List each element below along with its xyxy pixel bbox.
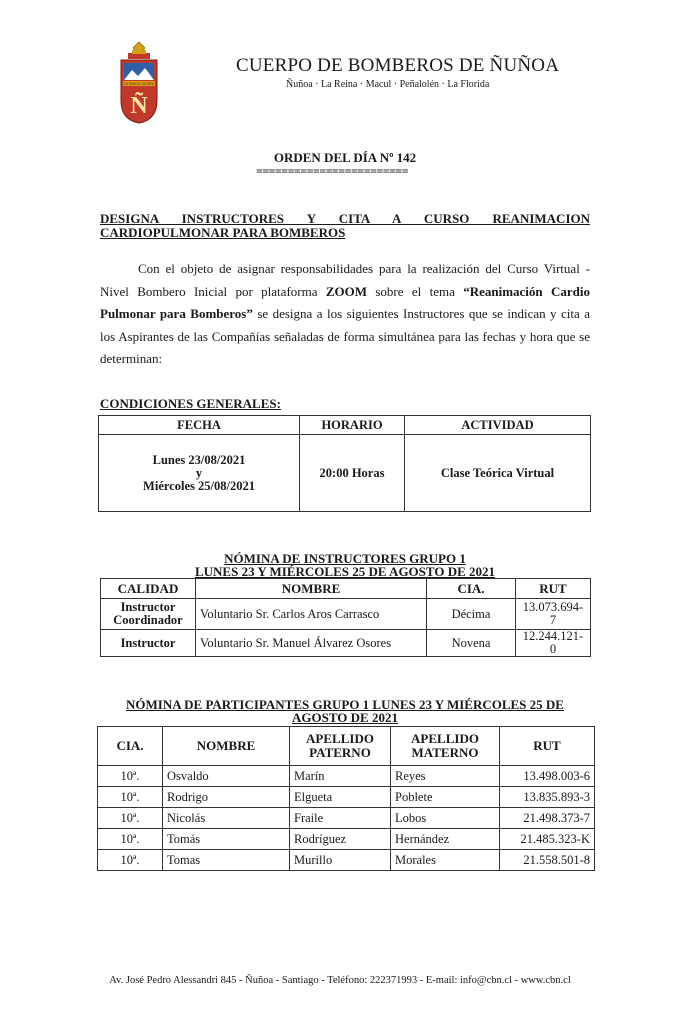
instructors-title-line2: LUNES 23 Y MIÉRCOLES 25 DE AGOSTO DE 2021	[194, 564, 496, 579]
organization-title: CUERPO DE BOMBEROS DE ÑUÑOA	[236, 55, 560, 76]
header-name: NOMBRE	[163, 727, 290, 766]
cell-quality: Instructor Coordinador	[101, 599, 196, 630]
participants-title-line2: AGOSTO DE 2021	[292, 710, 398, 725]
cell-company: Décima	[427, 599, 516, 630]
cell-maternal-surname: Reyes	[391, 766, 500, 787]
instructors-table	[100, 578, 591, 657]
conditions-title: CONDICIONES GENERALES:	[100, 396, 281, 411]
header-quality: CALIDAD	[101, 579, 196, 599]
cell-maternal-surname: Morales	[391, 850, 500, 871]
cell-rut: 21.558.501-8	[500, 850, 595, 871]
cell-rut: 21.498.373-7	[500, 808, 595, 829]
cell-name: Osvaldo	[163, 766, 290, 787]
intro-topic: “Reanimación Cardio Pulmonar para Bomberos”	[100, 283, 590, 321]
order-title: ORDEN DEL DÍA Nº 142	[273, 150, 417, 165]
instructors-title	[120, 552, 570, 578]
cell-company: 10ª.	[98, 850, 163, 871]
cell-company: 10ª.	[98, 829, 163, 850]
table-row	[101, 599, 591, 630]
cell-rut: 13.498.003-6	[500, 766, 595, 787]
intro-text-1: Con el objeto de asignar responsabilidades para la realización del Curso Virtual - Nivel Bombero Inicial por plataforma	[100, 261, 590, 299]
cell-company: 10ª.	[98, 808, 163, 829]
cell-paternal-surname: Marín	[290, 766, 391, 787]
cell-maternal-surname: Poblete	[391, 787, 500, 808]
intro-text-3: se designa a los siguientes Instructores que se indican y cita a los Aspirantes de las Compañías señaladas de forma simultánea para las fechas y hora que se determinan:	[100, 306, 590, 366]
cell-name: Tomás	[163, 829, 290, 850]
organization-communes: Ñuñoa · La Reina · Macul · Peñalolén · La Florida	[286, 79, 490, 90]
cell-dates	[99, 435, 300, 512]
order-title-rule: ========================	[256, 164, 409, 178]
footer-contact: Av. José Pedro Alessandri 845 - Ñuñoa - Santiago - Teléfono: 222371993 - E-mail: info@cbn.cl - www.cbn.cl	[109, 975, 571, 986]
cell-company: Novena	[427, 630, 516, 657]
cell-paternal-surname: Fraile	[290, 808, 391, 829]
seal-motto: ESTAMOS ALERTA	[124, 82, 154, 86]
header-name: NOMBRE	[196, 579, 427, 599]
header-maternal-surname: APELLIDO MATERNO	[391, 727, 500, 766]
cell-maternal-surname: Hernández	[391, 829, 500, 850]
instructors-title-line1: NÓMINA DE INSTRUCTORES GRUPO 1	[224, 551, 466, 566]
table-header-row	[99, 416, 591, 435]
cell-maternal-surname: Lobos	[391, 808, 500, 829]
cell-rut: 12.244.121-0	[516, 630, 591, 657]
cell-name: Voluntario Sr. Manuel Álvarez Osores	[196, 630, 427, 657]
intro-text-2: sobre el tema	[367, 283, 464, 299]
cell-time: 20:00 Horas	[300, 435, 405, 512]
header-paternal-surname: APELLIDO PATERNO	[290, 727, 391, 766]
cell-rut: 13.073.694-7	[516, 599, 591, 630]
seal-letter: Ñ	[130, 93, 148, 119]
date-second: Miércoles 25/08/2021	[143, 478, 255, 493]
header-company: CIA.	[98, 727, 163, 766]
table-header-row	[98, 727, 595, 766]
header-rut: RUT	[500, 727, 595, 766]
participants-title	[100, 698, 590, 724]
date-first: Lunes 23/08/2021	[152, 452, 246, 467]
cell-name: Rodrigo	[163, 787, 290, 808]
cell-name: Tomas	[163, 850, 290, 871]
cell-paternal-surname: Rodríguez	[290, 829, 391, 850]
cell-activity: Clase Teórica Virtual	[405, 435, 591, 512]
table-row	[98, 808, 595, 829]
table-row	[98, 829, 595, 850]
cell-company: 10ª.	[98, 766, 163, 787]
cell-name: Voluntario Sr. Carlos Aros Carrasco	[196, 599, 427, 630]
table-row	[98, 850, 595, 871]
participants-title-line1: NÓMINA DE PARTICIPANTES GRUPO 1 LUNES 23 Y MIÉRCOLES 25 DE	[126, 697, 564, 712]
table-row	[98, 787, 595, 808]
header-company: CIA.	[427, 579, 516, 599]
header-activity: ACTIVIDAD	[405, 416, 591, 435]
fire-department-seal-icon	[118, 40, 160, 125]
cell-company: 10ª.	[98, 787, 163, 808]
header-time: HORARIO	[300, 416, 405, 435]
participants-table	[97, 726, 595, 871]
header-rut: RUT	[516, 579, 591, 599]
cell-name: Nicolás	[163, 808, 290, 829]
table-header-row	[101, 579, 591, 599]
cell-quality: Instructor	[101, 630, 196, 657]
order-subject: DESIGNA INSTRUCTORES Y CITA A CURSO REANIMACION CARDIOPULMONAR PARA BOMBEROS	[100, 211, 590, 240]
cell-paternal-surname: Murillo	[290, 850, 391, 871]
cell-rut: 13.835.893-3	[500, 787, 595, 808]
table-row	[101, 630, 591, 657]
intro-paragraph	[100, 258, 590, 371]
header-date: FECHA	[99, 416, 300, 435]
conditions-table	[98, 415, 591, 512]
table-row	[98, 766, 595, 787]
cell-rut: 21.485.323-K	[500, 829, 595, 850]
intro-platform: ZOOM	[325, 283, 367, 299]
table-row	[99, 435, 591, 512]
cell-paternal-surname: Elgueta	[290, 787, 391, 808]
date-join: y	[195, 465, 203, 480]
